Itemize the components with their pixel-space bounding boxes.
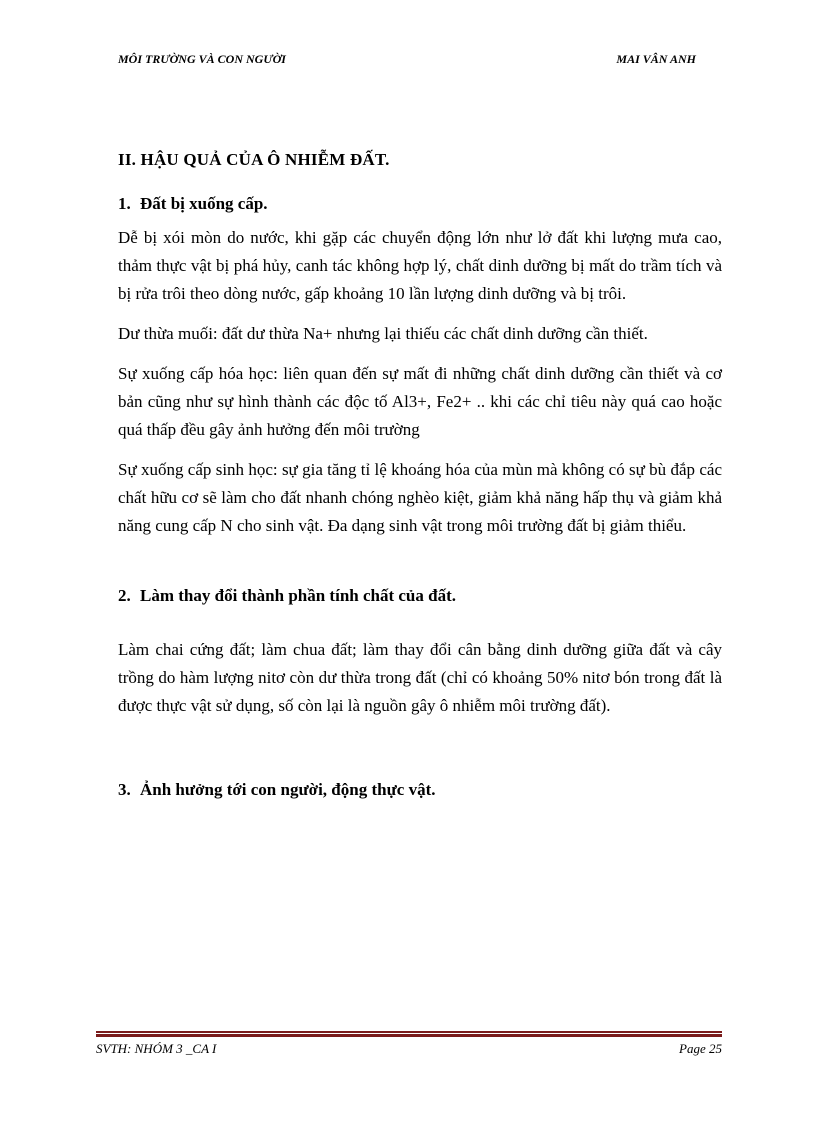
header-title: MÔI TRƯỜNG VÀ CON NGƯỜI: [118, 52, 286, 66]
footer-group: SVTH: NHÓM 3 _CA I: [96, 1041, 217, 1056]
footer-page-number: Page 25: [679, 1041, 722, 1056]
header-author: MAI VÂN ANH: [616, 52, 696, 66]
subheading-1-number: 1.: [118, 194, 131, 213]
footer-rule-thick: [96, 1034, 722, 1037]
subheading-3: [118, 780, 722, 800]
subheading-3-title: Ảnh hưởng tới con người, động thực vật.: [140, 780, 436, 799]
subheading-2-title: Làm thay đổi thành phần tính chất của đất.: [140, 586, 457, 605]
paragraph-soil-properties: Làm chai cứng đất; làm chua đất; làm thay đổi cân bằng dinh dưỡng giữa đất và cây trồng do hàm lượng nitơ còn dư thừa trong đất (chỉ có khoảng 50% nitơ bón trong đất là được thực vật sử dụng, số còn lại là nguồn gây ô nhiễm môi trường đất).: [118, 640, 722, 715]
footer-rule-thin-top: [96, 1031, 722, 1033]
document-body: [118, 150, 722, 800]
subheading-3-number: 3.: [118, 780, 131, 799]
subheading-2-number: 2.: [118, 586, 131, 605]
subheading-2: [118, 586, 722, 606]
paragraph-biological: Sự xuống cấp sinh học: sự gia tăng tỉ lệ khoáng hóa của mùn mà không có sự bù đắp các chất hữu cơ sẽ làm cho đất nhanh chóng nghèo kiệt, giảm khả năng hấp thụ và giảm khả năng cung cấp N cho sinh vật. Đa dạng sinh vật trong môi trường đất bị giảm thiểu.: [118, 460, 722, 535]
paragraph-salt: Dư thừa muối: đất dư thừa Na+ nhưng lại thiếu các chất dinh dưỡng cần thiết.: [118, 324, 648, 343]
paragraph-chemical: Sự xuống cấp hóa học: liên quan đến sự mất đi những chất dinh dưỡng cần thiết và cơ bản cũng như sự hình thành các độc tố Al3+, Fe2+ .. khi các chỉ tiêu này quá cao hoặc quá thấp đều gây ảnh hưởng đến môi trường: [118, 364, 722, 439]
section-title: II. HẬU QUẢ CỦA Ô NHIỄM ĐẤT.: [118, 150, 390, 169]
paragraph-erosion: Dễ bị xói mòn do nước, khi gặp các chuyển động lớn như lở đất khi lượng mưa cao, thảm thực vật bị phá hủy, canh tác không hợp lý, chất dinh dưỡng bị mất do trầm tích và bị rửa trôi theo dòng nước, gấp khoảng 10 lần lượng dinh dưỡng và bị trôi.: [118, 228, 722, 303]
page-header: [118, 52, 696, 70]
subheading-1-title: Đất bị xuống cấp.: [140, 194, 268, 213]
page-footer: [96, 1041, 722, 1059]
subheading-1: [118, 194, 722, 214]
